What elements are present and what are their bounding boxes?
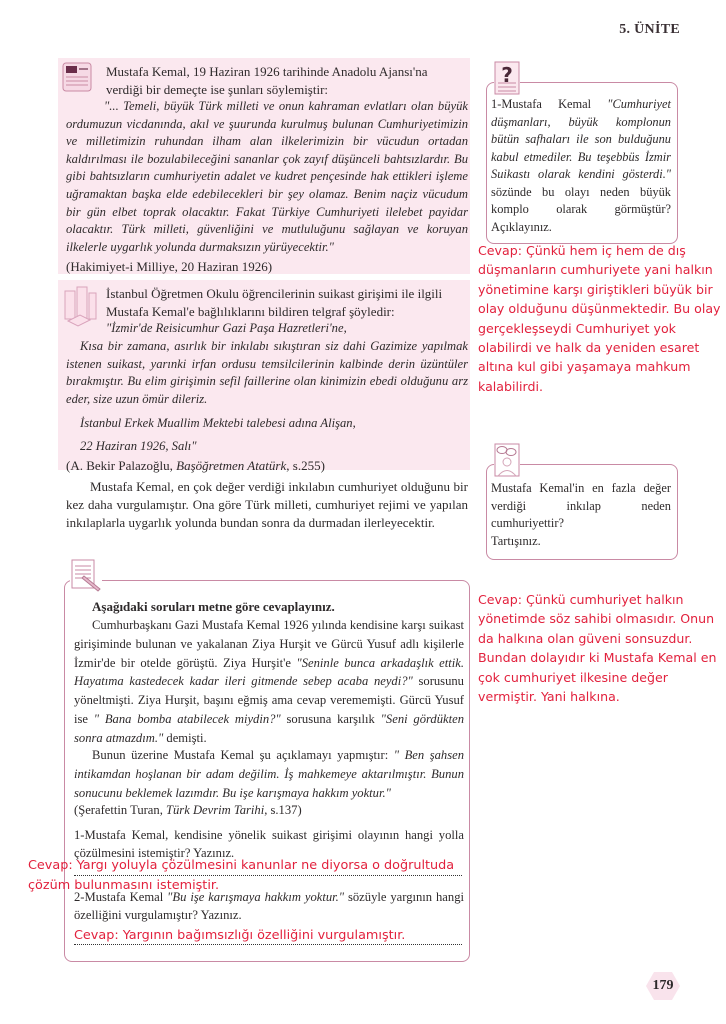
activity-question-2: 2-Mustafa Kemal "Bu işe karışmaya hakkım yoktur." sözüyle yargının hangi özelliğini vurgulamıştır? Yazınız.	[74, 890, 464, 922]
notepad-pencil-icon	[70, 558, 102, 599]
page-number: 179	[652, 978, 674, 993]
gazette-source: (Hakimiyet-i Milliye, 20 Haziran 1926)	[66, 259, 273, 274]
summary-paragraph: Mustafa Kemal, en çok değer verdiği inkılabın cumhuriyet olduğunu bir kez daha vurgulamıştır. Ona göre Türk milleti, cumhuriyet rejimi ve yapılan inkılaplarla uygarlık yolunda bundan sonra da durmadan ilerleyecektir.	[66, 479, 468, 530]
answer-1: Cevap: Çünkü hem iç hem de dış düşmanların cumhuriyete yani halkın yönetimine karşı giriştikleri büyük bir olay olduğunu düşünmektedir. Bu olay gerçekleşseydi Cumhuriyet yok olabilirdi ve halk da yeniden esaret altına kul gibi yaşamaya mahkum kalabilirdi.	[478, 243, 721, 394]
page-number-badge	[645, 971, 681, 1001]
activity-paragraph-2: Bunun üzerine Mustafa Kemal şu açıklamayı yapmıştır: " Ben şahsen intikamdan hoşlanan bir adam değilim. İş mahkemeye aktarılmıştır. Bunun sonucunu beklemek lazımdır. Bu işe karışmaya hakkım yoktur."	[74, 748, 464, 800]
telegram-intro: İstanbul Öğretmen Okulu öğrencilerinin suikast girişimi ile ilgili Mustafa Kemal'e bağlılıklarını bildiren telgraf şöyledir:	[106, 286, 443, 319]
activity-question-1: 1-Mustafa Kemal, kendisine yönelik suikast girişimi olayının hangi yolla çözülmesini istemiştir? Yazınız.	[74, 828, 464, 860]
books-icon	[62, 285, 98, 332]
activity-answer-1: Cevap: Yargı yoluyla çözülmesini kanunlar ne diyorsa o doğrultuda çözüm bulunmasını istemiştir.	[28, 858, 455, 893]
discussion-question: Mustafa Kemal'in en fazla değer verdiği inkılap neden cumhuriyettir?	[491, 481, 671, 530]
activity-source: (Şerafettin Turan, Türk Devrim Tarihi, s.137)	[74, 803, 302, 817]
discussion-instruction: Tartışınız.	[491, 534, 541, 548]
activity-heading: Aşağıdaki soruları metne göre cevaplayınız.	[92, 599, 335, 614]
telegram-body: Kısa bir zamana, asırlık bir inkılabı sıkıştıran siz dahi Gazimize yapılmak istenen suikast, yarınki irfan ordusu temsilcilerinin kalbinde derin üzüntüler bırakmıştır. Bu elim girişimin sefil faillerine olan kinimizin ebedi olduğunu arz eder, size uzun ömür dileriz.	[66, 339, 468, 406]
activity-paragraph-1: Cumhurbaşkanı Gazi Mustafa Kemal 1926 yılında kendisine karşı suikast girişiminde bulunan ve yakalanan Ziya Hurşit ve Gürcü Yusuf adlı kişilerle İzmir'de bir otelde görüştü. Ziya Hurşit'e "Seninle bunca arkadaşlık ettik. Hayatıma kastedecek kadar ileri gitmende sebep acaba neydi?" sorusunu yöneltmişti. Ziya Hurşit, başını eğmiş ama cevap verememişti. Gürcü Yusuf ise " Bana bomba atabilecek miydin?" sorusuna karşılık "Seni gördükten sonra atmazdım." demişti.	[74, 618, 464, 745]
svg-text:?: ?	[501, 63, 513, 87]
activity-answer-2: Cevap: Yargının bağımsızlığı özelliğini vurgulamıştır.	[74, 928, 406, 943]
telegram-signature: İstanbul Erkek Muallim Mektebi talebesi adına Alişan,	[80, 416, 356, 430]
question-mark-icon	[494, 61, 520, 100]
telegram-source-title: Başöğretmen Atatürk	[176, 458, 287, 473]
question-1-text: 1-Mustafa Kemal "Cumhuriyet düşmanları, büyük komplonun bütün safhaları ile son bulduğunu kabul etmediler. Bu teşebbüs İzmir Suikastı olarak kendini gösterdi." sözünde bu olayı neden büyük komplo olarak görmüştür? Açıklayınız.	[491, 97, 671, 234]
telegram-date: 22 Haziran 1926, Salı"	[80, 439, 197, 453]
telegram-source: (A. Bekir Palazoğlu, Başöğretmen Atatürk, s.255)	[66, 458, 325, 473]
telegram-salutation: "İzmir'de Reisicumhur Gazi Paşa Hazretleri'ne,	[106, 321, 347, 335]
unit-label: 5. ÜNİTE	[619, 22, 680, 37]
discussion-people-icon	[494, 443, 520, 482]
newspaper-icon	[62, 62, 92, 97]
gazette-intro: Mustafa Kemal, 19 Haziran 1926 tarihinde Anadolu Ajansı'na verdiği bir demeçte ise şunları söylemiştir:	[106, 64, 428, 97]
gazette-quote: "... Temeli, büyük Türk milleti ve onun kahraman evlatları olan büyük ordumuzun vicdanında, akıl ve şuurunda kurulmuş bulunan Cumhuriyetimizin ve milletimizin ruhundan ilham alan ilkelerimizin bir vücudun ortadan kaldırılması ile bozulabileceğini sananlar çok zayıf düşünceli bahtsızlardır. Bu gibi bahtsızların cumhuriyetin adalet ve kudret pençesinde hak ettikleri işleme uğramaktan başka elde edebilecekleri bir şey olamaz. Benim naçiz vücudum bir gün elbet toprak olacaktır. Fakat Türkiye Cumhuriyeti ilelebet payidar olacaktır. Türk milleti, güvenliğini ve mutluluğunu sağlayan ve koruyan ilkelerle uygarlık yolunda durmaksızın yürüyecektir."	[66, 99, 468, 254]
answer-2: Cevap: Çünkü cumhuriyet halkın yönetimde söz sahibi olmasıdır. Onun da halkına olan güveni sonsuzdur. Bundan dolayıdır ki Mustafa Kemal en çok cumhuriyet ilkesine değer vermiştir. Yani halkına.	[478, 592, 717, 705]
